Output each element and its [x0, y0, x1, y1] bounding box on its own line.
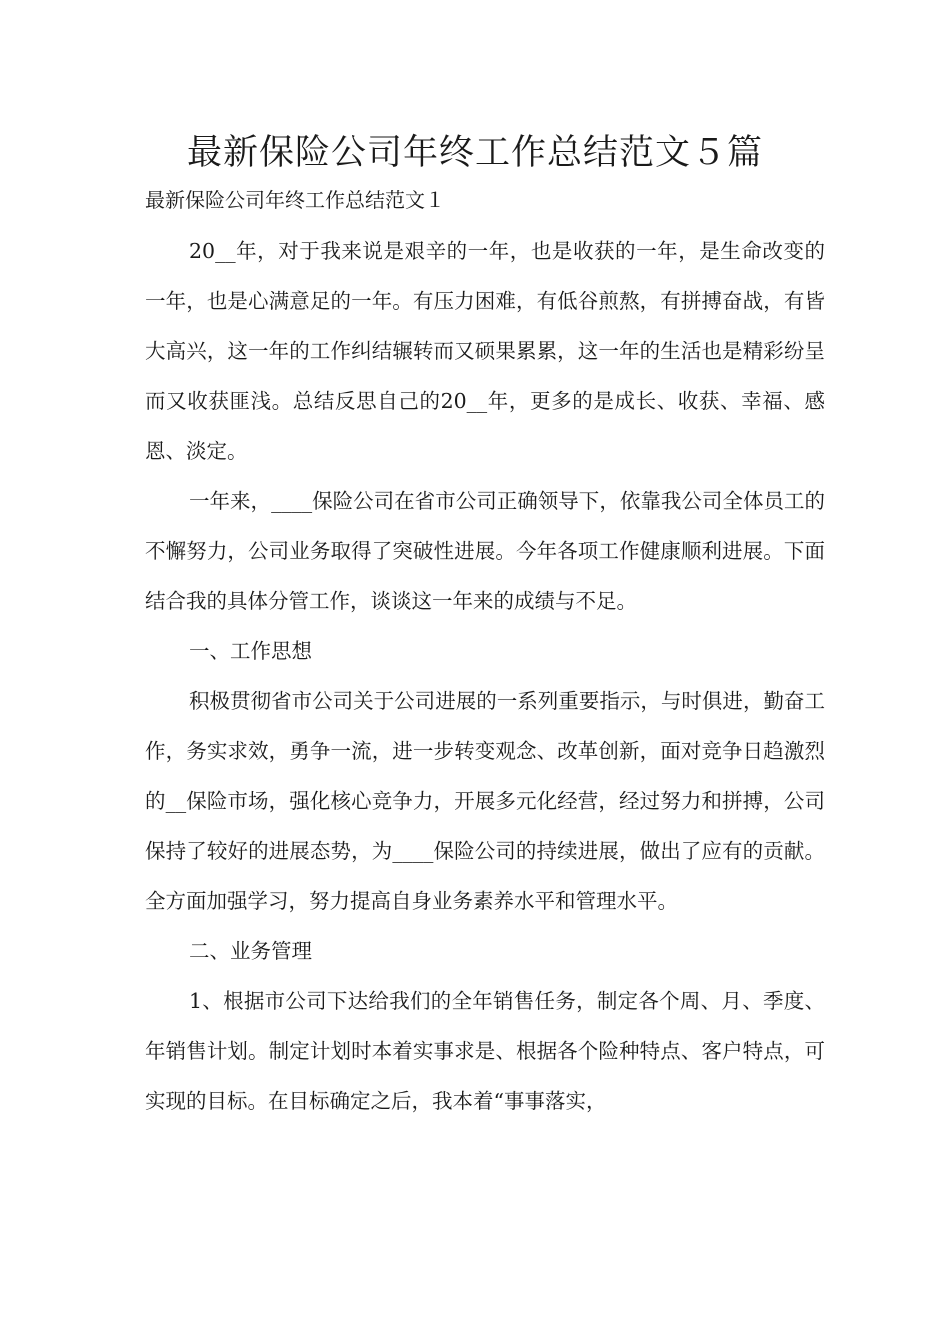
section-heading-work-thinking: 一、工作思想 — [189, 639, 312, 663]
document-body — [145, 226, 825, 1126]
paragraph-intro: 20__年，对于我来说是艰辛的一年，也是收获的一年，是生命改变的一年，也是心满意足的一年。有压力困难，有低谷煎熬，有拼搏奋战，有皆大高兴，这一年的工作纠结辗转而又硕果累累，这一年的生活也是精彩纷呈而又收获匪浅。总结反思自己的20__年，更多的是成长、收获、幸福、感恩、淡定。 — [145, 239, 825, 463]
section-heading-business-management: 二、业务管理 — [189, 939, 312, 963]
document-title: 最新保险公司年终工作总结范文５篇 — [186, 133, 763, 173]
paragraph-business-management: 1、根据市公司下达给我们的全年销售任务，制定各个周、月、季度、年销售计划。制定计划时本着实事求是、根据各个险种特点、客户特点，可实现的目标。在目标确定之后，我本着“事事落实， — [145, 989, 825, 1113]
paragraph-overview: 一年来，____保险公司在省市公司正确领导下，依靠我公司全体员工的不懈努力，公司业务取得了突破性进展。今年各项工作健康顺利进展。下面结合我的具体分管工作，谈谈这一年来的成绩与不足。 — [145, 489, 825, 613]
section-subtitle: 最新保险公司年终工作总结范文１ — [145, 188, 445, 212]
paragraph-work-thinking: 积极贯彻省市公司关于公司进展的一系列重要指示，与时俱进，勤奋工作，务实求效，勇争一流，进一步转变观念、改革创新，面对竞争日趋激烈的__保险市场，强化核心竞争力，开展多元化经营，经过努力和拼搏，公司保持了较好的进展态势，为____保险公司的持续进展，做出了应有的贡献。全方面加强学习，努力提高自身业务素养水平和管理水平。 — [145, 689, 825, 913]
